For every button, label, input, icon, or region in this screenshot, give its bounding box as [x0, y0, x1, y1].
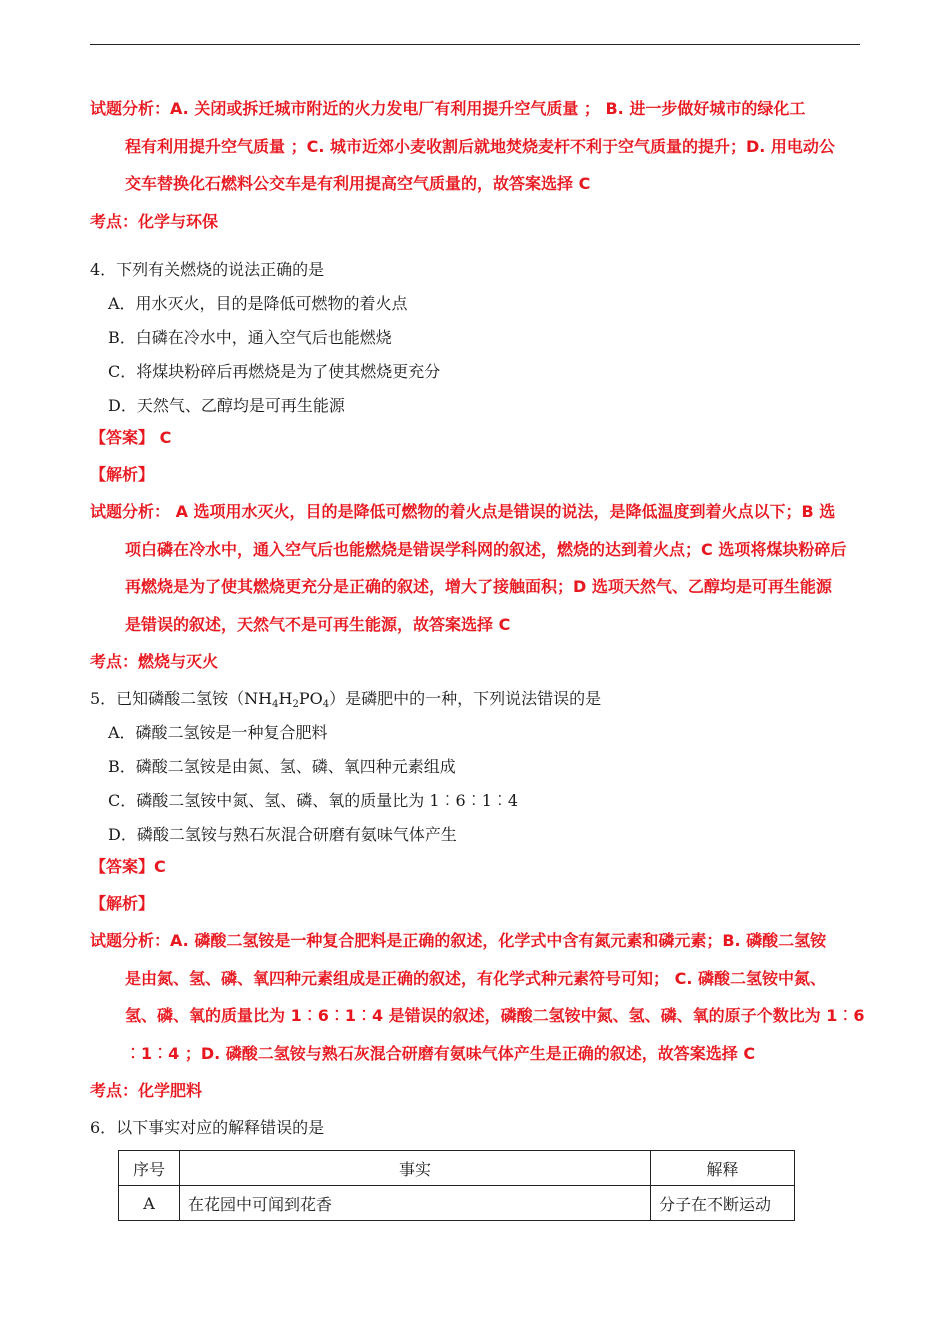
- q5-analysis-line-3: 氢、磷、氧的质量比为 1︰6︰1︰4 是错误的叙述，磷酸二氢铵中氮、氢、磷、氧的原子个数比为 1︰6: [125, 1006, 865, 1025]
- q5-analysis-line-2: 是由氮、氢、磷、氧四种元素组成是正确的叙述，有化学式种元素符号可知； C. 磷酸二氢铵中氮、: [125, 969, 826, 988]
- cell-fact: 在花园中可闻到花香: [180, 1186, 651, 1221]
- q4-option-a: A．用水灭火，目的是降低可燃物的着火点: [108, 294, 408, 313]
- q4-kaodian: 考点：燃烧与灭火: [90, 652, 219, 671]
- header-cell-fact: 事实: [180, 1151, 651, 1186]
- q6-table: [118, 1150, 795, 1221]
- q4-analysis-line-2: 项白磷在冷水中，通入空气后也能燃烧是错误学科网的叙述，燃烧的达到着火点；C 选项将煤块粉碎后: [125, 540, 847, 559]
- q4-analysis-line-3: 再燃烧是为了使其燃烧更充分是正确的叙述，增大了接触面积；D 选项天然气、乙醇均是可再生能源: [125, 577, 832, 596]
- table-row: [119, 1186, 795, 1221]
- header-rule: [90, 44, 860, 45]
- cell-explanation: 分子在不断运动: [651, 1186, 795, 1221]
- q4-option-b: B．白磷在冷水中，通入空气后也能燃烧: [108, 328, 392, 347]
- q5-option-d: D．磷酸二氢铵与熟石灰混合研磨有氨味气体产生: [108, 825, 457, 844]
- header-cell-explanation: 解释: [651, 1151, 795, 1186]
- q3-analysis-line-3: 交车替换化石燃料公交车是有利用提高空气质量的，故答案选择 C: [125, 174, 591, 193]
- q3-analysis-line-1: 试题分析：A. 关闭或拆迁城市附近的火力发电厂有利用提升空气质量 ； B. 进一步做好城市的绿化工: [90, 99, 806, 118]
- q5-answer: 【答案】C: [90, 857, 166, 876]
- q4-stem: 4．下列有关燃烧的说法正确的是: [90, 260, 325, 279]
- q5-option-b: B．磷酸二氢铵是由氮、氢、磷、氧四种元素组成: [108, 757, 456, 776]
- q5-stem: 5．已知磷酸二氢铵$(NH_4H_2PO_4)$是磷肥中的一种，下列说法错误的是: [90, 689, 602, 710]
- q4-answer: 【答案】 C: [90, 428, 172, 447]
- q4-jiexi-label: 【解析】: [90, 465, 155, 484]
- q5-option-a: A．磷酸二氢铵是一种复合肥料: [108, 723, 328, 742]
- header-cell-index: 序号: [119, 1151, 180, 1186]
- q5-jiexi-label: 【解析】: [90, 894, 155, 913]
- q4-option-d: D．天然气、乙醇均是可再生能源: [108, 396, 345, 415]
- q4-option-c: C．将煤块粉碎后再燃烧是为了使其燃烧更充分: [108, 362, 441, 381]
- q3-kaodian: 考点：化学与环保: [90, 212, 219, 231]
- table-header-row: [119, 1151, 795, 1186]
- cell-index: A: [119, 1186, 180, 1221]
- q5-kaodian: 考点：化学肥料: [90, 1081, 203, 1100]
- q6-stem: 6．以下事实对应的解释错误的是: [90, 1118, 325, 1137]
- q4-analysis-line-4: 是错误的叙述，天然气不是可再生能源，故答案选择 C: [125, 615, 511, 634]
- q5-option-c: C．磷酸二氢铵中氮、氢、磷、氧的质量比为 1︰6︰1︰4: [108, 791, 519, 810]
- q4-analysis-line-1: 试题分析： A 选项用水灭火，目的是降低可燃物的着火点是错误的说法，是降低温度到着火点以下；B 选: [90, 502, 836, 521]
- q5-analysis-line-4: ︰1︰4 ；D. 磷酸二氢铵与熟石灰混合研磨有氨味气体产生是正确的叙述，故答案选择 C: [125, 1044, 756, 1063]
- q3-analysis-line-2: 程有利用提升空气质量 ；C. 城市近郊小麦收割后就地焚烧麦杆不利于空气质量的提升；D. 用电动公: [125, 137, 835, 156]
- q5-analysis-line-1: 试题分析：A. 磷酸二氢铵是一种复合肥料是正确的叙述，化学式中含有氮元素和磷元素；B. 磷酸二氢铵: [90, 931, 827, 950]
